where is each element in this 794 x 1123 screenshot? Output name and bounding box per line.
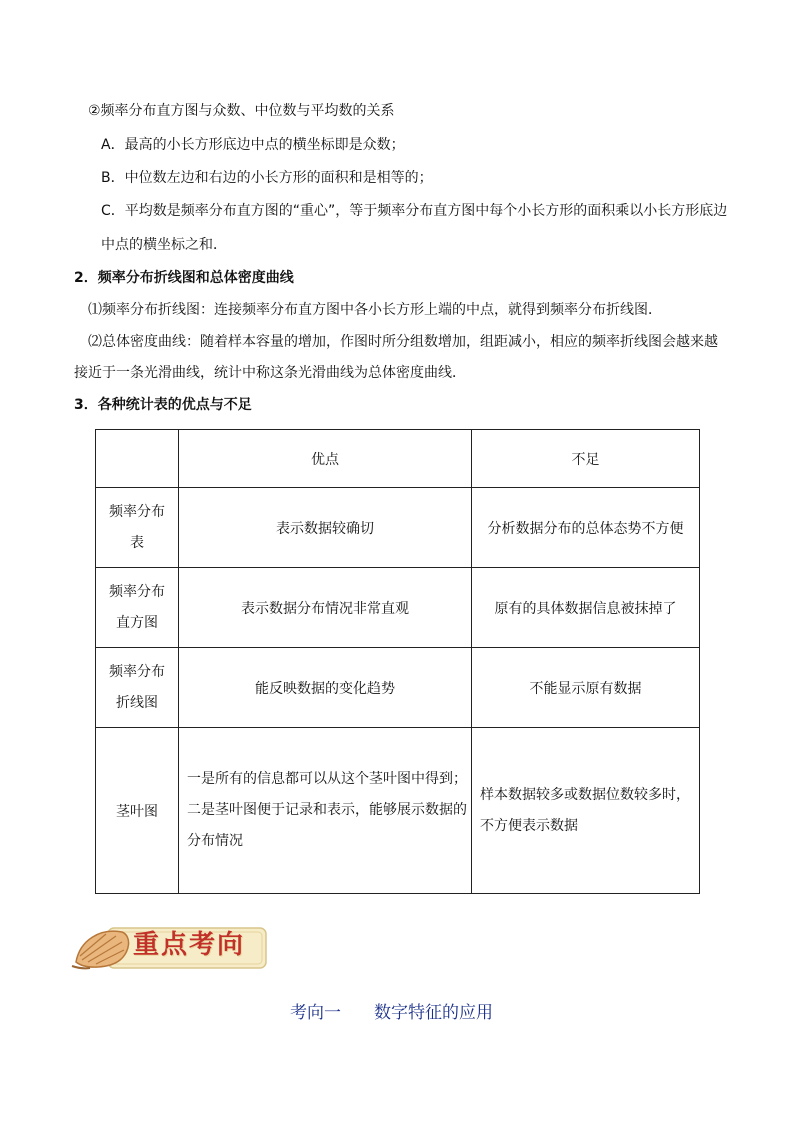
table-row — [96, 728, 700, 894]
row-name-line1: 频率分布 — [109, 583, 165, 600]
row-pros-line1: 一是所有的信息都可以从这个茎叶图中得到； — [187, 771, 467, 787]
item-c-line2: 中点的横坐标之和． — [101, 237, 227, 253]
row-cons: 不能显示原有数据 — [472, 648, 700, 728]
item-c-line1: C．平均数是频率分布直方图的“重心”，等于频率分布直方图中每个小长方形的面积乘以小长方形底边 — [101, 203, 728, 219]
row-pros: 表示数据较确切 — [179, 488, 472, 568]
row-name-cell — [96, 568, 179, 648]
section2-heading: 2．频率分布折线图和总体密度曲线 — [74, 270, 294, 286]
footer-title: 数字特征的应用 — [374, 1003, 493, 1023]
table-header-blank — [96, 430, 179, 488]
comparison-table — [95, 429, 700, 894]
row-name-line2: 直方图 — [116, 614, 158, 631]
row-pros: 表示数据分布情况非常直观 — [179, 568, 472, 648]
item-a: A．最高的小长方形底边中点的横坐标即是众数； — [101, 137, 405, 153]
row-pros-line2: 二是茎叶图便于记录和表示，能够展示数据的 — [187, 802, 467, 818]
row-cons-line2: 不方便表示数据 — [480, 817, 578, 834]
row-cons: 原有的具体数据信息被抹掉了 — [472, 568, 700, 648]
banner-title: 重点考向 — [133, 930, 246, 960]
row-cons: 分析数据分布的总体态势不方便 — [472, 488, 700, 568]
table-header-cons: 不足 — [472, 430, 700, 488]
row-name: 茎叶图 — [96, 728, 179, 894]
row-name-line1: 频率分布 — [109, 503, 165, 520]
table-row — [96, 488, 700, 568]
section2-para2-line1: ⑵总体密度曲线：随着样本容量的增加，作图时所分组数增加，组距减小，相应的频率折线图会越来越 — [88, 334, 718, 350]
section2-para2-line2: 接近于一条光滑曲线，统计中称这条光滑曲线为总体密度曲线． — [74, 365, 466, 381]
row-name-cell — [96, 648, 179, 728]
item-b: B．中位数左边和右边的小长方形的面积和是相等的； — [101, 170, 433, 186]
row-cons-line1: 样本数据较多或数据位数较多时， — [480, 786, 690, 803]
footer-label: 考向一 — [290, 1003, 341, 1023]
row-name-line2: 表 — [130, 534, 144, 551]
row-pros-line3: 分布情况 — [187, 833, 243, 849]
section3-heading: 3．各种统计表的优点与不足 — [74, 397, 252, 413]
row-name-line1: 频率分布 — [109, 663, 165, 680]
table-row — [96, 648, 700, 728]
table-row — [96, 568, 700, 648]
row-name-line2: 折线图 — [116, 694, 158, 711]
row-pros: 能反映数据的变化趋势 — [179, 648, 472, 728]
row-cons-cell — [472, 728, 700, 894]
section2-para1: ⑴频率分布折线图：连接频率分布直方图中各小长方形上端的中点，就得到频率分布折线图． — [88, 302, 662, 318]
table-header-pros: 优点 — [179, 430, 472, 488]
section1-title: ②频率分布直方图与众数、中位数与平均数的关系 — [88, 103, 395, 119]
row-pros-cell — [179, 728, 472, 894]
table-header-row — [96, 430, 700, 488]
row-name-cell — [96, 488, 179, 568]
